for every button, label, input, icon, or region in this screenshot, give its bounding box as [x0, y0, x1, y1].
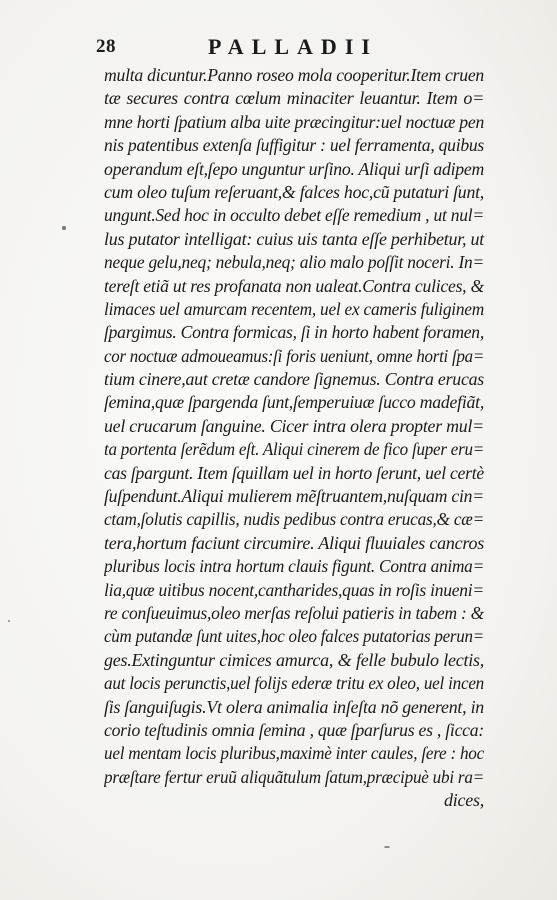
text-line: ges.Extinguntur cimices amurca, & felle bubulo lectis,	[104, 649, 484, 670]
text-line: tereſt etiã ut res profanata non ualeat.Contra culices, &	[104, 275, 485, 296]
text-line: multa dicuntur.Panno roseo mola cooperitur.Item cruen	[104, 65, 484, 85]
text-line: neque gelu,neq; nebula,neq; alio malo poſſit noceri. In=	[104, 252, 485, 273]
text-line: re conſueuimus,oleo merſas reſolui patieris in tabem : &	[104, 602, 485, 623]
text-line: cum oleo tuſum reſeruant,& falces hoc,cũ putaturi ſunt,	[104, 181, 484, 202]
text-line: cùm putandæ ſunt uites,hoc oleo falces putatorias perun=	[104, 626, 484, 647]
ink-speck	[8, 620, 10, 622]
text-line: ſuſpendunt.Aliqui mulierem mẽſtruantem,nuſquam cin=	[104, 486, 485, 507]
text-line: ungunt.Sed hoc in occulto debet eſſe remedium , ut nul=	[104, 205, 484, 226]
text-line: tæ secures contra cœlum minaciter leuantur. Item o=	[104, 88, 484, 109]
text-line: limaces uel amurcam recentem, uel ex cameris fuliginem	[104, 298, 484, 319]
text-line: nis patentibus extenſa ſuffigitur : uel ferramenta, quibus	[104, 135, 485, 156]
text-line: ta portenta ſerẽdum eſt. Aliqui cinerem de fico ſuper eru=	[104, 439, 485, 460]
text-line: ctam,ſolutis capillis, nudis pedibus contra erucas,& cæ=	[104, 509, 484, 530]
text-line: corio teſtudinis omnia ſemina , quæ ſparſurus es , ſicca:	[104, 719, 484, 740]
text-line: pluribus locis intra hortum clauis figunt. Contra anima=	[104, 556, 484, 577]
running-title: PALLADII	[208, 34, 378, 59]
page-number: 28	[96, 36, 116, 57]
text-line: ſis ſanguiſugis.Vt olera animalia inſeſta nõ generent, in	[104, 696, 484, 717]
text-line: uel mentam locis pluribus,maximè inter caules, ſere : hoc	[104, 743, 485, 764]
text-line: lia,quæ uitibus nocent,cantharides,quas in roſis inueni=	[104, 579, 485, 600]
text-line: præſtare fertur eruũ aliquãtulum ſatum,præcipuè ubi ra=	[104, 766, 484, 787]
text-line: cor noctuæ admoueamus:ſi foris ueniunt, omne horti ſpa=	[104, 345, 484, 366]
text-line: cas ſpargunt. Item ſquillam uel in horto ſerunt, uel certè	[104, 462, 485, 483]
text-line: tera,hortum faciunt circumire. Aliqui fluuiales cancros	[104, 532, 484, 553]
text-line: aut locis perunctis,uel folijs ederæ tritu ex oleo, uel incen	[104, 673, 485, 694]
body-text	[104, 64, 484, 813]
text-line: dices,	[444, 790, 484, 811]
text-line: uel crucarum ſanguine. Cicer intra olera propter mul=	[104, 415, 484, 436]
page-header	[96, 34, 496, 60]
text-line: ſpargimus. Contra formicas, ſi in horto habent foramen,	[104, 322, 484, 343]
ink-speck	[384, 846, 390, 848]
text-line: ſemina,quæ ſpargenda ſunt,ſemperuiuæ ſucco madefiãt,	[104, 392, 485, 413]
margin-mark	[62, 226, 66, 230]
text-line: lus putator intelligat: cuius uis tanta eſſe perhibetur, ut	[104, 228, 484, 249]
text-line: mne horti ſpatium alba uite præcingitur:uel noctuæ pen	[104, 111, 485, 132]
text-line: operandum eſt,ſepo unguntur urſino. Aliqui urſi adipem	[104, 158, 485, 179]
text-line: tium cinere,aut cretæ candore ſignemus. Contra erucas	[104, 369, 484, 390]
